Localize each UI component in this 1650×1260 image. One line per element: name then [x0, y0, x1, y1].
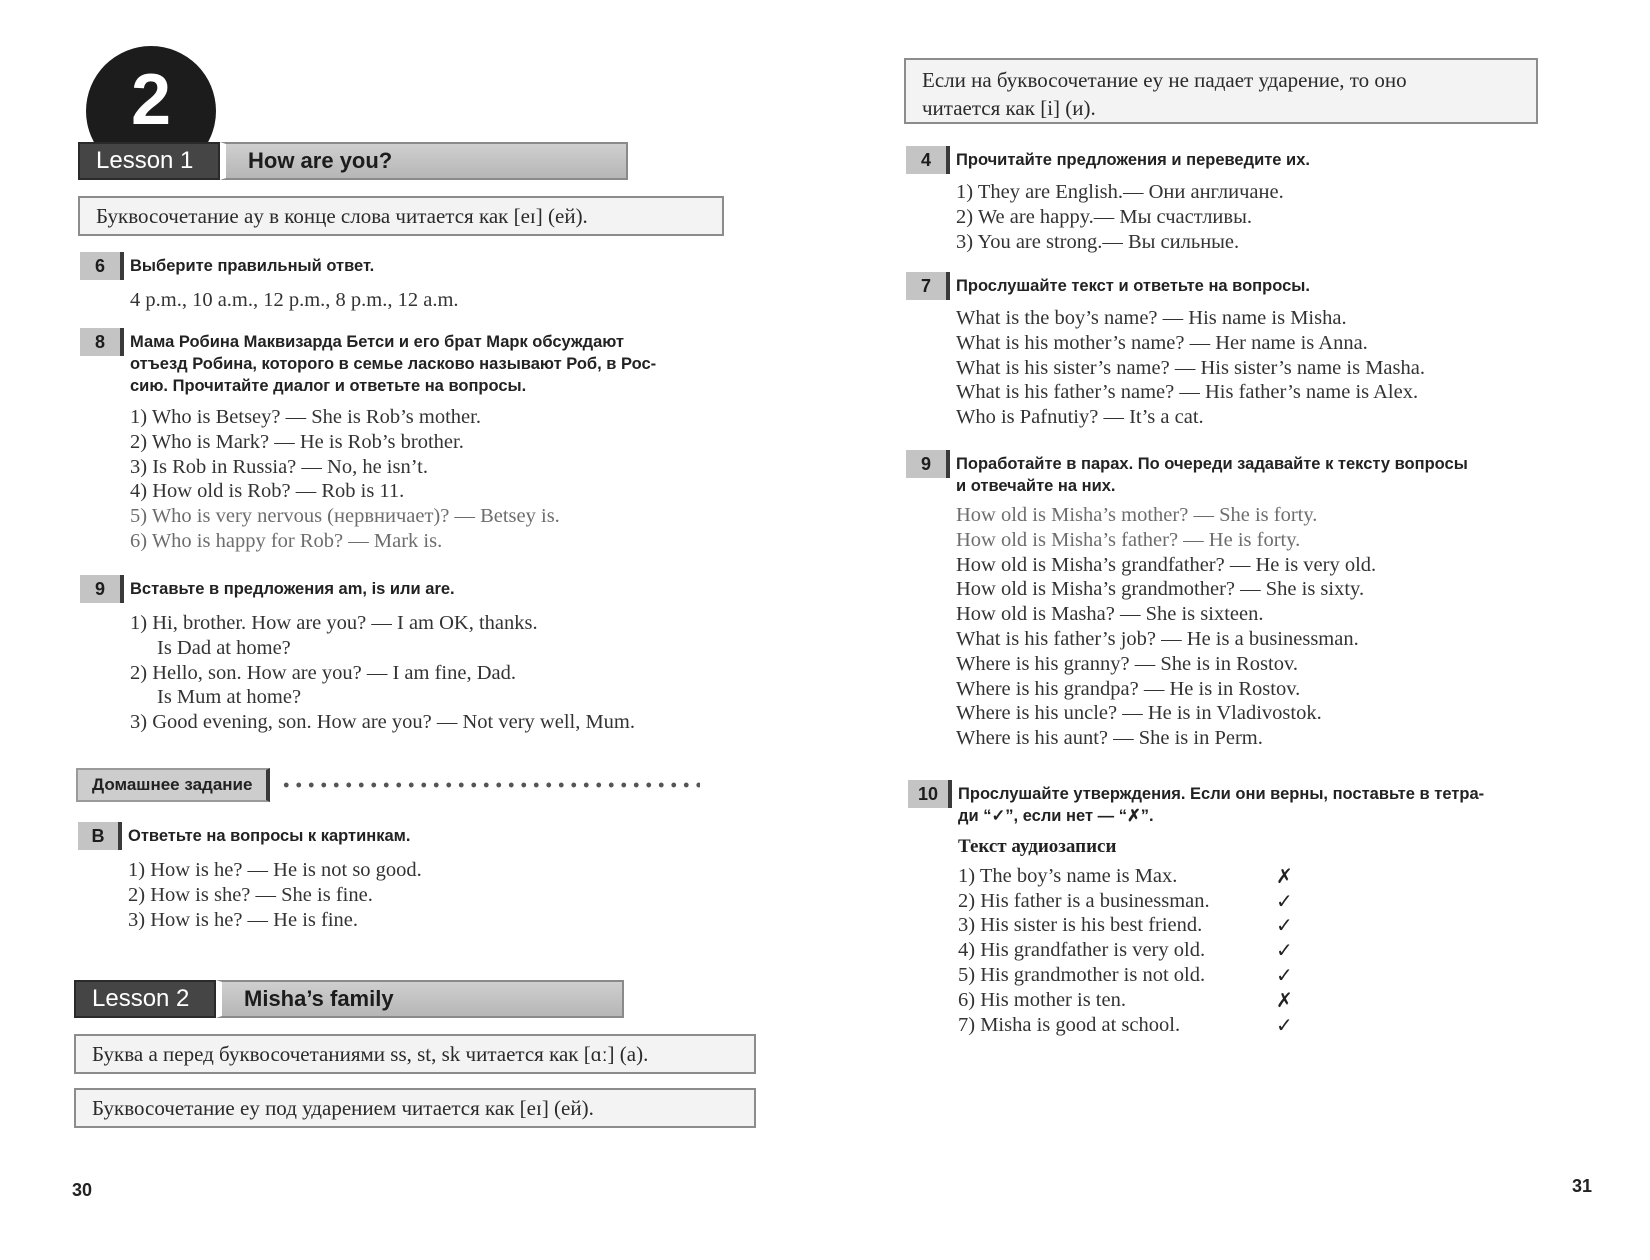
- rule-a-before-ss: Буква a перед буквосочетаниями ss, st, sk читается как [ɑː] (а).: [74, 1034, 756, 1074]
- homework-label: Домашнее задание: [76, 768, 270, 802]
- list-item: How old is Misha’s grandfather? — He is very old.: [956, 553, 1377, 576]
- list-item: What is his father’s job? — He is a businessman.: [956, 627, 1359, 650]
- exercise-b: [78, 822, 798, 932]
- audio-transcript-title: Текст аудиозаписи: [958, 836, 1117, 857]
- list-item: 5) Who is very nervous (нервничает)? — Betsey is.: [130, 505, 560, 528]
- exercise-number: B: [78, 822, 122, 850]
- list-item: 3) You are strong.— Вы сильные.: [956, 230, 1240, 253]
- list-item: 5) His grandmother is not old. ✓: [958, 962, 1293, 987]
- lesson-2-title: Misha’s family: [216, 980, 624, 1018]
- exercise-answer: 4 p.m., 10 a.m., 12 p.m., 8 p.m., 12 a.m.: [130, 289, 459, 311]
- list-item: Who is Pafnutiy? — It’s a cat.: [956, 406, 1204, 429]
- list-item-continuation: Is Dad at home?: [157, 636, 291, 659]
- list-item: 2) Hello, son. How are you? — I am fine, Dad.: [130, 661, 516, 684]
- list-item: 3) Is Rob in Russia? — No, he isn’t.: [130, 455, 429, 478]
- list-item: How old is Masha? — She is sixteen.: [956, 603, 1264, 626]
- list-item: 1) Hi, brother. How are you? — I am OK, thanks.: [130, 612, 538, 634]
- list-item: Where is his grandpa? — He is in Rostov.: [956, 677, 1301, 700]
- right-page: [820, 0, 1650, 1260]
- exercise-instruction: Вставьте в предложения am, is или are.: [130, 580, 455, 598]
- lesson-2-header: [74, 980, 624, 1018]
- exercise-7: [906, 272, 1646, 430]
- lesson-1-header: [78, 142, 628, 180]
- rule-ey-unstressed: Если на буквосочетание ey не падает ударение, то оно читается как [i] (и).: [904, 58, 1538, 124]
- list-item: What is his father’s name? — His father’s name is Alex.: [956, 381, 1419, 404]
- exercise-instruction: Прослушайте текст и ответьте на вопросы.: [956, 277, 1310, 295]
- exercise-9-right: [906, 450, 1650, 751]
- check-mark-icon: ✓: [1276, 938, 1293, 963]
- exercise-instruction: Мама Робина Маквизарда Бетси и его брат Марк обсуждают отъезд Робина, которого в семье ласково называют Роб, в Рос- сию. Прочитайте диалог и ответьте на вопросы.: [130, 333, 657, 395]
- list-item: 2) His father is a businessman. ✓: [958, 888, 1293, 913]
- exercise-number: 9: [80, 575, 124, 603]
- check-mark-icon: ✓: [1276, 888, 1293, 913]
- rule-ay: Буквосочетание ay в конце слова читается как [eɪ] (ей).: [78, 196, 724, 236]
- page-number: 31: [1572, 1176, 1593, 1196]
- check-mark-icon: ✓: [1276, 1012, 1293, 1037]
- exercise-instruction: Прочитайте предложения и переведите их.: [956, 151, 1310, 169]
- list-item: 3) Good evening, son. How are you? — Not very well, Mum.: [130, 711, 636, 734]
- cross-mark-icon: ✗: [1276, 987, 1293, 1012]
- lesson-2-tab: Lesson 2: [74, 980, 216, 1018]
- exercise-10: [908, 780, 1648, 1037]
- exercise-9: [80, 575, 800, 735]
- list-item: Where is his uncle? — He is in Vladivostok.: [956, 702, 1322, 725]
- list-item: 1) How is he? — He is not so good.: [128, 859, 422, 881]
- lesson-1-tab: Lesson 1: [78, 142, 220, 180]
- list-item: How old is Misha’s grandmother? — She is sixty.: [956, 578, 1365, 601]
- exercise-instruction: Поработайте в парах. По очереди задавайте к тексту вопросы и отвечайте на них.: [956, 455, 1468, 495]
- list-item-continuation: Is Mum at home?: [157, 686, 302, 709]
- exercise-instruction: Прослушайте утверждения. Если они верны, поставьте в тетра- ди “✓”, если нет — “✗”.: [958, 785, 1485, 825]
- list-item: How old is Misha’s father? — He is forty.: [956, 528, 1301, 551]
- list-item: 1) They are English.— Они англичане.: [956, 181, 1284, 203]
- list-item: 3) How is he? — He is fine.: [128, 908, 359, 931]
- list-item: 7) Misha is good at school. ✓: [958, 1012, 1293, 1037]
- list-item: 6) Who is happy for Rob? — Mark is.: [130, 529, 443, 552]
- page-number: 30: [72, 1180, 93, 1200]
- list-item: What is the boy’s name? — His name is Misha.: [956, 307, 1347, 329]
- check-mark-icon: ✓: [1276, 962, 1293, 987]
- lesson-1-title: How are you?: [220, 142, 628, 180]
- exercise-6: [80, 252, 780, 313]
- list-item: Where is his aunt? — She is in Perm.: [956, 727, 1263, 750]
- exercise-number: 8: [80, 328, 124, 356]
- exercise-4: [906, 146, 1646, 254]
- exercise-number: 6: [80, 252, 124, 280]
- homework-banner: [76, 768, 700, 802]
- list-item: 2) We are happy.— Мы счастливы.: [956, 205, 1252, 228]
- list-item: 2) Who is Mark? — He is Rob’s brother.: [130, 430, 464, 453]
- unit-number: 2: [130, 60, 172, 140]
- list-item: 1) Who is Betsey? — She is Rob’s mother.: [130, 406, 481, 428]
- cross-mark-icon: ✗: [1276, 863, 1293, 888]
- exercise-number: 9: [906, 450, 950, 478]
- exercise-number: 7: [906, 272, 950, 300]
- list-item: 4) How old is Rob? — Rob is 11.: [130, 480, 405, 503]
- exercise-number: 10: [908, 780, 952, 808]
- left-page: [0, 0, 820, 1260]
- list-item: How old is Misha’s mother? — She is forty.: [956, 504, 1318, 526]
- exercise-8: [80, 328, 800, 554]
- list-item: 3) His sister is his best friend. ✓: [958, 913, 1293, 938]
- list-item: 4) His grandfather is very old. ✓: [958, 938, 1293, 963]
- check-mark-icon: ✓: [1276, 913, 1293, 938]
- rule-ey-stressed: Буквосочетание ey под ударением читается как [eɪ] (ей).: [74, 1088, 756, 1128]
- list-item: 6) His mother is ten. ✗: [958, 987, 1293, 1012]
- list-item: What is his sister’s name? — His sister’s name is Masha.: [956, 356, 1425, 379]
- list-item: What is his mother’s name? — Her name is Anna.: [956, 331, 1368, 354]
- list-item: 2) How is she? — She is fine.: [128, 883, 373, 906]
- dotted-divider: [280, 782, 700, 788]
- exercise-instruction: Выберите правильный ответ.: [130, 257, 375, 275]
- list-item: Where is his granny? — She is in Rostov.: [956, 652, 1299, 675]
- exercise-number: 4: [906, 146, 950, 174]
- exercise-instruction: Ответьте на вопросы к картинкам.: [128, 827, 411, 845]
- list-item: 1) The boy’s name is Max. ✗: [958, 863, 1293, 888]
